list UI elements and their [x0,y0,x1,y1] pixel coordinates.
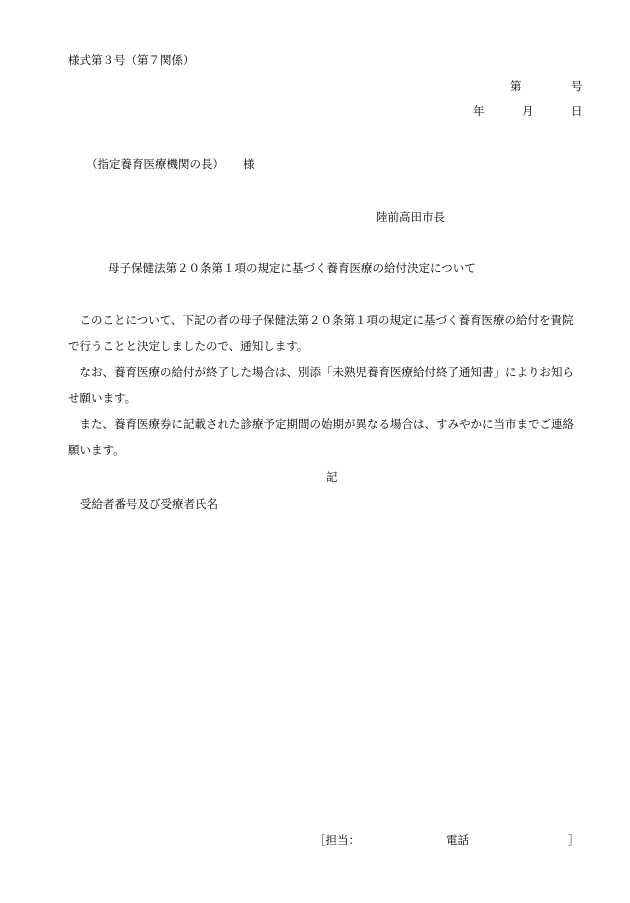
contact-phone: 電話 [446,833,469,847]
form-label: 様式第３号（第７関係） [68,53,195,67]
date-day: 日 [571,104,583,118]
ki-heading: 記 [326,470,338,484]
addressee-name: （指定養育医療機関の長） [86,157,224,171]
date-year: 年 [473,104,485,118]
date-month: 月 [522,104,534,118]
number-prefix: 第 [510,79,522,93]
contact-close: ］ [568,833,580,847]
body-paragraph-1: このことについて、下記の者の母子保健法第２０条第１項の規定に基づく養育医療の給付を貴院で行うことと決定しましたので、通知します。 [68,313,574,353]
body-paragraph-3: また、養育医療券に記載された診療予定期間の始期が異なる場合は、すみやかに当市までご連絡願います。 [68,417,574,457]
sender: 陸前高田市長 [376,210,445,224]
body-paragraph-2: なお、養育医療の給付が終了した場合は、別添「未熟児養育医療給付終了通知書」によりお知らせ願います。 [68,365,574,405]
item-label: 受給者番号及び受療者氏名 [80,497,218,511]
body-text [68,307,584,463]
number-suffix: 号 [571,79,583,93]
contact-open: ［担当： [314,833,360,847]
document-title: 母子保健法第２０条第１項の規定に基づく養育医療の給付決定について [108,261,476,275]
addressee-honorific: 様 [243,157,255,171]
